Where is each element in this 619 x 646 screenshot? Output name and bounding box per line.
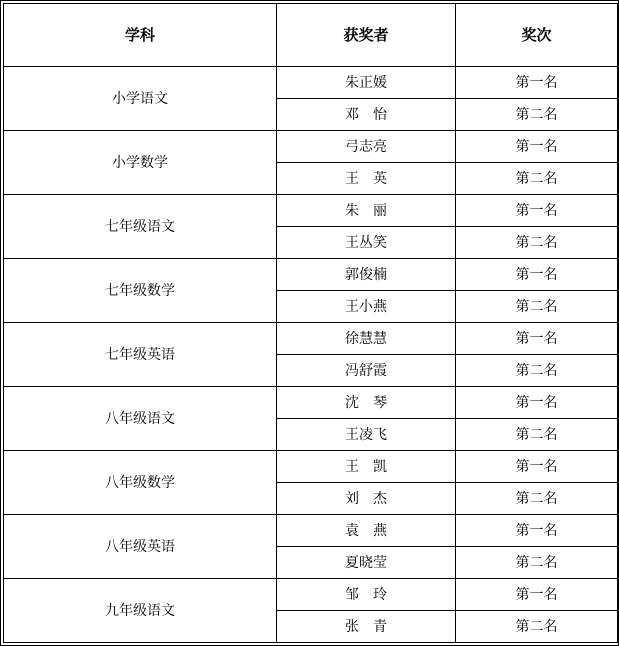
table-row bbox=[4, 323, 618, 355]
rank-cell: 第二名 bbox=[456, 163, 618, 195]
winner-cell: 王小燕 bbox=[277, 291, 456, 323]
table-row bbox=[4, 451, 618, 483]
winner-cell: 弓志亮 bbox=[277, 131, 456, 163]
rank-cell: 第二名 bbox=[456, 611, 618, 643]
rank-cell: 第二名 bbox=[456, 227, 618, 259]
rank-cell: 第二名 bbox=[456, 291, 618, 323]
header-winner: 获奖者 bbox=[277, 4, 456, 67]
table-row bbox=[4, 259, 618, 291]
subject-cell: 八年级数学 bbox=[4, 451, 277, 515]
subject-cell: 小学语文 bbox=[4, 67, 277, 131]
rank-cell: 第一名 bbox=[456, 67, 618, 99]
rank-cell: 第二名 bbox=[456, 419, 618, 451]
rank-cell: 第一名 bbox=[456, 387, 618, 419]
winner-cell: 朱正媛 bbox=[277, 67, 456, 99]
rank-cell: 第一名 bbox=[456, 515, 618, 547]
subject-cell: 七年级数学 bbox=[4, 259, 277, 323]
subject-cell: 八年级语文 bbox=[4, 387, 277, 451]
winner-cell: 刘 杰 bbox=[277, 483, 456, 515]
header-rank: 奖次 bbox=[456, 4, 618, 67]
rank-cell: 第二名 bbox=[456, 355, 618, 387]
winner-cell: 王 英 bbox=[277, 163, 456, 195]
rank-cell: 第一名 bbox=[456, 259, 618, 291]
rank-cell: 第一名 bbox=[456, 451, 618, 483]
winner-cell: 郭俊楠 bbox=[277, 259, 456, 291]
table-row bbox=[4, 387, 618, 419]
header-row bbox=[4, 4, 618, 67]
rank-cell: 第二名 bbox=[456, 547, 618, 579]
winner-cell: 王丛笑 bbox=[277, 227, 456, 259]
table-row bbox=[4, 131, 618, 163]
subject-cell: 八年级英语 bbox=[4, 515, 277, 579]
winner-cell: 张 青 bbox=[277, 611, 456, 643]
subject-cell: 小学数学 bbox=[4, 131, 277, 195]
winner-cell: 夏晓莹 bbox=[277, 547, 456, 579]
winner-cell: 冯舒霞 bbox=[277, 355, 456, 387]
winner-cell: 王 凯 bbox=[277, 451, 456, 483]
subject-cell: 七年级语文 bbox=[4, 195, 277, 259]
rank-cell: 第一名 bbox=[456, 323, 618, 355]
winner-cell: 朱 丽 bbox=[277, 195, 456, 227]
rank-cell: 第二名 bbox=[456, 99, 618, 131]
winner-cell: 沈 琴 bbox=[277, 387, 456, 419]
table-row bbox=[4, 195, 618, 227]
subject-cell: 七年级英语 bbox=[4, 323, 277, 387]
winner-cell: 邹 玲 bbox=[277, 579, 456, 611]
winner-cell: 王凌飞 bbox=[277, 419, 456, 451]
winner-cell: 徐慧慧 bbox=[277, 323, 456, 355]
winner-cell: 邓 怡 bbox=[277, 99, 456, 131]
table-row bbox=[4, 67, 618, 99]
winner-cell: 袁 燕 bbox=[277, 515, 456, 547]
awards-table bbox=[3, 3, 618, 643]
subject-cell: 九年级语文 bbox=[4, 579, 277, 643]
table-row bbox=[4, 515, 618, 547]
rank-cell: 第一名 bbox=[456, 195, 618, 227]
rank-cell: 第二名 bbox=[456, 483, 618, 515]
rank-cell: 第一名 bbox=[456, 579, 618, 611]
header-subject: 学科 bbox=[4, 4, 277, 67]
table-row bbox=[4, 579, 618, 611]
rank-cell: 第一名 bbox=[456, 131, 618, 163]
